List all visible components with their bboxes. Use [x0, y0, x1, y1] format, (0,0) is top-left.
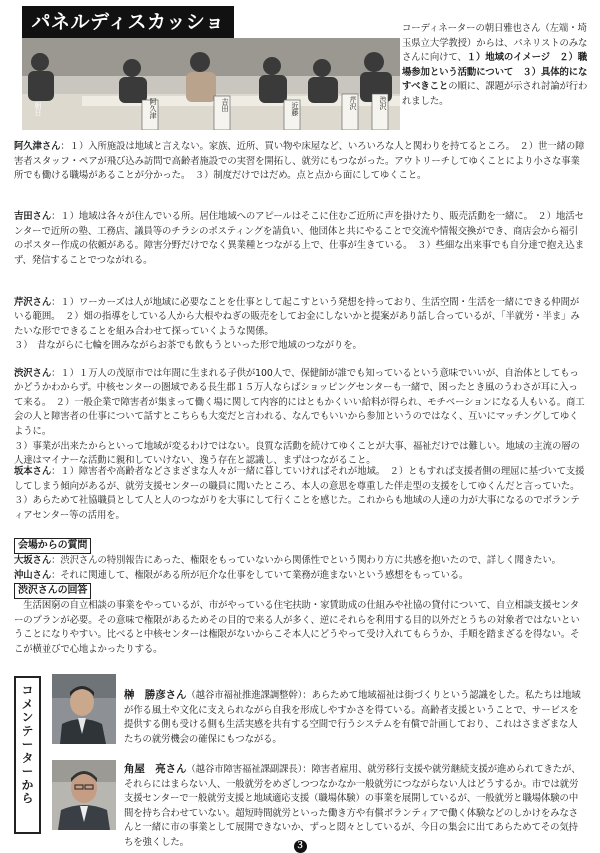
speaker-text: ：１）ワーカーズは人が地域に必要なことを仕事として起こすという発想を持っており、生活空間・生活を一緒にできる仲間がいる範囲。 ２）畑の指導をしている人から大根やねぎの販売をしてお金にしないかと提案があり話し合っているが、「半就労・半ま」みたいな形でできることを組み合わせて探っていくような関係。 ３） 昔ながらに七輪を囲みながらお茶でも飲もうといった形で地域のつながりを。 — [14, 296, 580, 352]
speaker-text: ：１）入所施設は地域と言えない。家族、近所、買い物や床屋など、いろいろな人と関わりを持てるところ。 ２）世一緒の障害者スタッフ・ペアが飛び込み訪問で高齢者施設での実習を開拓し、就労にもつながった。アウトリーチしてゆくことにより小さな事業所でも働ける職場があることが分かった。 ３）制度だけではだめ。点と点から面にしてゆくこと。 — [14, 141, 585, 182]
intro-paragraph — [402, 22, 590, 110]
speaker-name: 阿久津さん — [14, 141, 61, 152]
photo-card-label: 阿久津 — [149, 98, 157, 119]
portrait-image — [52, 674, 116, 744]
label-char: コ — [21, 683, 34, 697]
commentator-role: （越谷市障害福祉課副課長） — [186, 764, 303, 775]
label-char: ー — [21, 764, 34, 778]
panelist-yoshida — [14, 210, 586, 268]
photo-card-label: 芹沢 — [349, 96, 357, 110]
speaker-text: ：渋沢さんの特別報告にあった、権限をもっていないから関係性でという関わり方に共感を抱いたので、詳しく聞きたい。 — [51, 555, 561, 566]
answer-heading: 渋沢さんの回答 — [14, 583, 91, 599]
commentator-name: 角屋 亮さん — [124, 763, 187, 775]
intro-tail: の順に、課題が示され討論が行われました。 — [402, 81, 588, 107]
photo-card-label: 近藤 — [291, 102, 299, 116]
speaker-name: 渋沢さん — [14, 367, 52, 379]
speaker-text: ：１）１万人の茂原市では年間に生まれる子供が100人で、保健師が誰でも知っているという意味でいいが、自治体としてもっかどうかわからず。中核センターの圏域である長生郡１５万人ならばショッピングセンターも一緒で、困ったとき風のうわさが耳に入って来る。 ２）一般企業で障害者が集まって働く場に関して内容的にはともかくいい給料が得られ、モチベーションになる人もいる。商工会の人と障害者の仕事について話すとこちらも大変だと言われる、なんでもいいから参加というのではなく、互いにマッチングしてゆくように。 ３）事業が出来たからといって地域が変るわけではない。良質な活動を続けてゆくことが大事、福祉だけでは難しい。地域の主流の層の人達はマイナーな活動に親和していけない、逸う存在と認識し、まずはつながること。 — [14, 367, 585, 467]
panelist-shibusawa — [14, 352, 586, 469]
commentator-photo — [52, 674, 116, 744]
qa-item — [14, 569, 586, 584]
speaker-text: ：それに関連して、権限がある所が厄介な仕事をしていて業務が進まないという感想をもっている。 — [51, 569, 469, 581]
commentator-text: ：障害者雇用、就労移行支援や就労継続支援が進められてきたが、それらにはまらない人、一般就労をめざしつつなかなか一般就労につながらない人はどうするか。市では就労支援センターで一般就労支援と地域適応支援（職場体験）の事業を展開しているが、一般就労と職場体験の中間を持ち合わせていない。超短時間就労といった働き方や有償ボランティアで働く体験などのしかけをみなさんと一緒に市の事業として展開できないか、ずっと悶々としているが、今日の集会に出てあらためてその気持ちを強くした。 — [124, 764, 581, 848]
commentator-photo — [52, 760, 116, 830]
label-char: ら — [21, 791, 34, 805]
speaker-name: 吉田さん — [14, 211, 52, 222]
label-char: か — [21, 777, 34, 792]
label-char: ー — [21, 737, 34, 751]
panel-photo — [22, 38, 400, 130]
commentator-name: 榊 勝彦さん — [124, 689, 187, 701]
page-number-value: ３ — [295, 841, 305, 851]
answer-text: 生活困窮の自立相談の事業をやっているが、市がやっている住宅扶助・家賃助成の仕組みや社協の貸付について、自立相談支援センターのプランが必要。その意味で権限があるためその目的で来る人が多く、逆にそれらを利用する目的以外だとうちの対象者ではないということになりやすい。比べると中核センターは権限がないからこそ本人にどうやって受け入れてもらうか、手順を踏まざるを得ない。そこが横並びで心地よかったりする。 — [14, 600, 580, 655]
label-char: ン — [21, 710, 34, 724]
qa-section — [14, 538, 586, 658]
label-char: テ — [21, 723, 34, 738]
qa-item — [14, 554, 586, 569]
qa-heading: 会場からの質問 — [14, 538, 91, 554]
intro-lead: コーディネーターの朝日雅也さん（左端・埼玉県立大学教授）からは、パネリストのみなさんに向けて、 — [402, 23, 588, 64]
commentators-label — [14, 676, 41, 834]
speaker-name: 坂本さん — [14, 466, 52, 477]
photo-card-label: 吉田 — [221, 98, 229, 112]
intro-topics: １）地域のイメージ ２）職場参加という活動について ３）具体的になすべきこと — [402, 52, 588, 93]
label-char: メ — [21, 696, 34, 711]
commentator-text: ：あらためて地域福祉は街づくりという認識をした。私たちは地域が作る風土や文化に支えられながら自我を形成しやすかさを得ている。高齢者支援ということで、サービスを提供する側も受ける側も生活実感を共有する空間で行うシステムを有償で計画しており、これはさまざまな人たちの就労機会の確保にもつながる。 — [124, 690, 581, 745]
commentator-role: （越谷市福祉推進課調整幹） — [186, 690, 303, 701]
speaker-text: ：１）地域は各々が住んでいる所。居住地域へのアピールはそこに住むご近所に声を掛けたり、販売活動を一緒に。 ２）地活センターで近所の塾、工務店、議員等のチラシのポスティングを請負い、他団体と共にやることで交流や情報交換ができ、商店会から福引のポスター作成の依頼がある。障害分野だけでなく異業種とつながる上で、仕事が生きている。 ３）些細な出来事でも自分達で抱え込まず、発信することでつながれる。 — [14, 211, 584, 266]
page-title: パネルディスカッショ — [22, 6, 234, 38]
label-char: タ — [21, 750, 34, 765]
panelist-akutsu — [14, 140, 586, 184]
panelist-serizawa — [14, 281, 586, 354]
speaker-name: 沖山さん — [14, 569, 52, 581]
panel-photo-image — [22, 38, 400, 130]
portrait-image — [52, 760, 116, 830]
photo-card-label: 朝日 — [34, 102, 42, 116]
page-number — [0, 838, 600, 853]
photo-card-label: 渋沢 — [379, 96, 387, 110]
speaker-name: 芹沢さん — [14, 296, 52, 308]
speaker-name: 大坂さん — [14, 555, 52, 566]
panelist-sakamoto — [14, 465, 586, 523]
speaker-text: ：１）障害者や高齢者などさまざまな人々が一緒に暮していければそれが地域。 ２）ともすれば支援者側の理屈に基づいて支援してしまう傾向があるが、就労支援センターの職員に聞いたところ、本人の意思を尊重した伴走型の支援をしてゆくんだと言っていた。 ３）あらためて社協職員として人と人のつながりを大事にして行くことを感じた。これからも地域の人達の力が大事になるのでボランティアセンター等の活用を。 — [14, 466, 585, 521]
commentator-sakaki — [124, 688, 586, 747]
